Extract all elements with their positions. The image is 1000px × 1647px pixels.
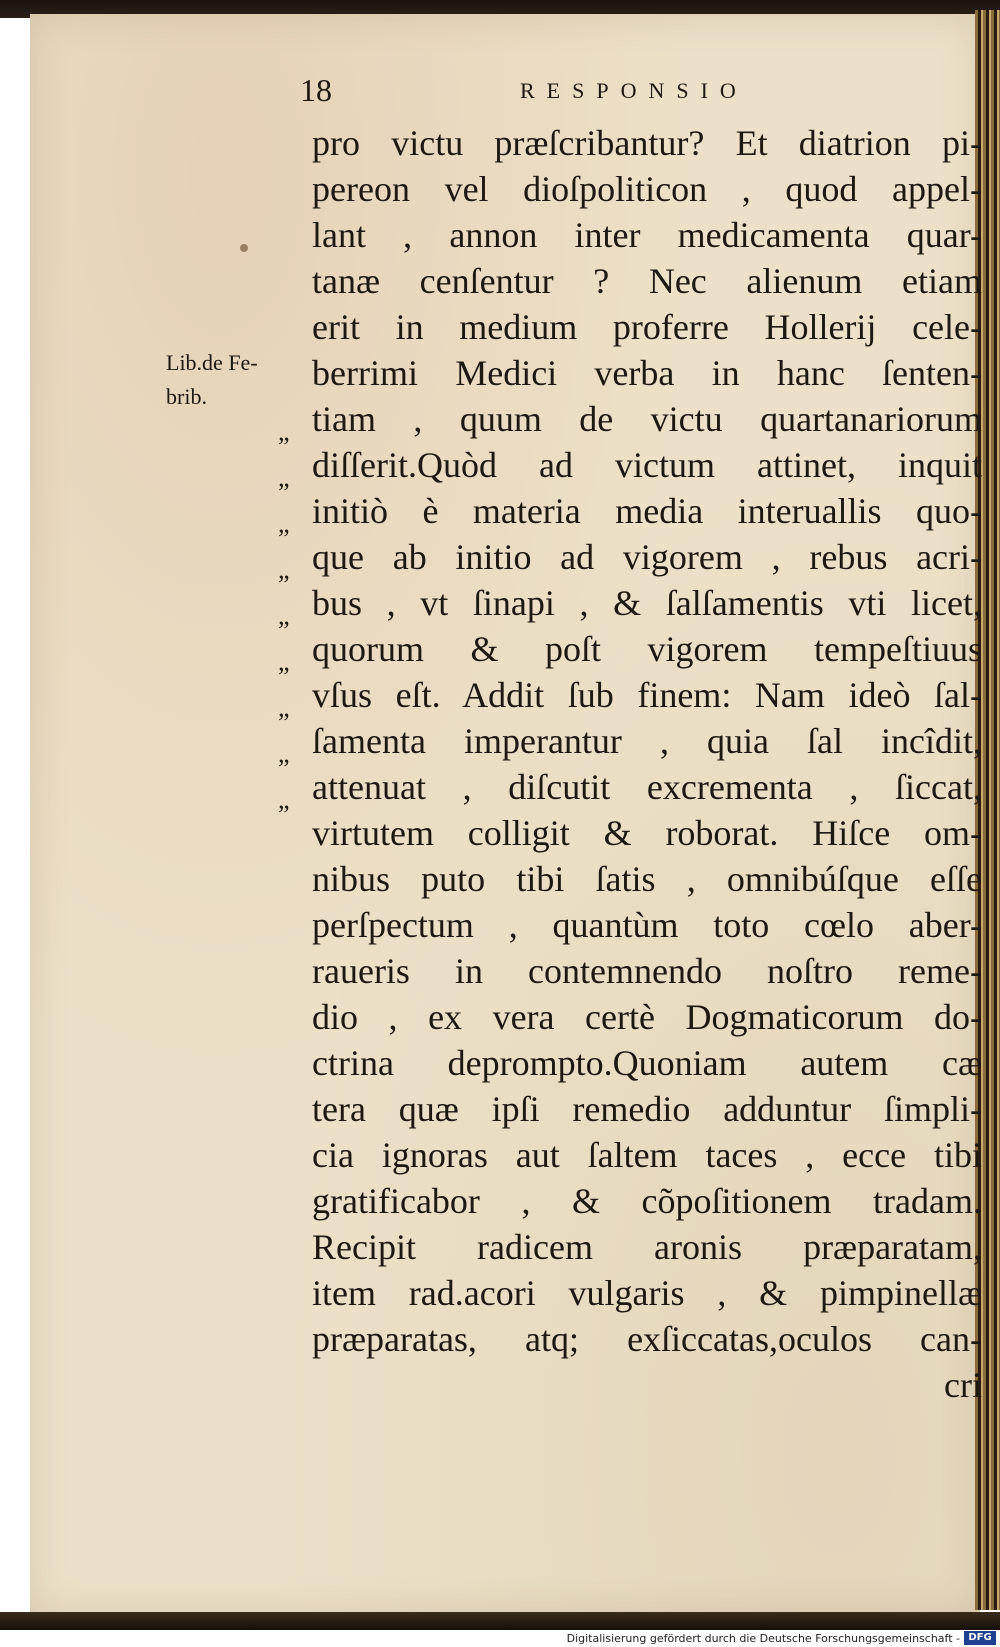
text-line: vſus eſt. Addit ſub finem: Nam ideò ſal- (312, 675, 982, 715)
text-line: tanæ cenſentur ? Nec alienum etiam (312, 261, 982, 301)
text-line: pro victu præſcribantur? Et diatrion pi- (312, 123, 982, 163)
quotation-mark: ” (278, 662, 290, 691)
body-text (312, 120, 982, 1408)
text-line: raueris in contemnendo noſtro reme- (312, 951, 982, 991)
text-line: que ab initio ad vigorem , rebus acri- (312, 537, 982, 577)
text-line: bus , vt ſinapi , & ſalſamentis vti licet, (312, 583, 982, 623)
text-line: attenuat , diſcutit excrementa , ſiccat, (312, 767, 982, 807)
text-line: ctrina deprompto.Quoniam autem cæ (312, 1043, 982, 1083)
text-line: gratificabor , & cõpoſitionem tradam. (312, 1181, 982, 1221)
text-line: tiam , quum de victu quartanariorum (312, 399, 982, 439)
scan-bottom-edge (0, 1612, 1000, 1630)
text-line: pereon vel dioſpoliticon , quod appel- (312, 169, 982, 209)
catchword: cri (944, 1365, 982, 1405)
running-head: RESPONSIO (520, 78, 748, 103)
text-line: nibus puto tibi ſatis , omnibúſque eſſe (312, 859, 982, 899)
page-number: 18 (300, 72, 332, 108)
text-line: perſpectum , quantùm toto cœlo aber- (312, 905, 982, 945)
margin-note-line-1: Lib.de Fe- (166, 350, 258, 375)
margin-note-line-2: brib. (166, 384, 207, 409)
text-line: ſamenta imperantur , quia ſal incîdit, (312, 721, 982, 761)
text-line: cia ignoras aut ſaltem taces , ecce tibi (312, 1135, 982, 1175)
text-line: initiò è materia media interuallis quo- (312, 491, 982, 531)
text-line: erit in medium proferre Hollerij cele- (312, 307, 982, 347)
quotation-mark: ” (278, 708, 290, 737)
quotation-mark: ” (278, 754, 290, 783)
text-line: diſſerit.Quòd ad victum attinet, inquit (312, 445, 982, 485)
text-line: quorum & poſt vigorem tempeſtiuus (312, 629, 982, 669)
digitization-credit: Digitalisierung gefördert durch die Deutsche Forschungsgemeinschaft - (566, 1632, 960, 1645)
dfg-logo: DFG (964, 1631, 996, 1645)
text-line: berrimi Medici verba in hanc ſenten- (312, 353, 982, 393)
quotation-mark: ” (278, 524, 290, 553)
text-line: dio , ex vera certè Dogmaticorum do- (312, 997, 982, 1037)
quotation-mark: ” (278, 800, 290, 829)
text-line: item rad.acori vulgaris , & pimpinellæ (312, 1273, 982, 1313)
text-line: Recipit radicem aronis præparatam, (312, 1227, 982, 1267)
quotation-mark: ” (278, 432, 290, 461)
quotation-mark: ” (278, 616, 290, 645)
text-line: lant , annon inter medicamenta quar- (312, 215, 982, 255)
text-line: præparatas, atq; exſiccatas,oculos can- (312, 1319, 982, 1359)
quotation-mark: ” (278, 570, 290, 599)
quotation-mark: ” (278, 478, 290, 507)
text-line: tera quæ ipſi remedio adduntur ſimpli- (312, 1089, 982, 1129)
paper-stain (240, 244, 248, 252)
text-line: virtutem colligit & roborat. Hiſce om- (312, 813, 982, 853)
